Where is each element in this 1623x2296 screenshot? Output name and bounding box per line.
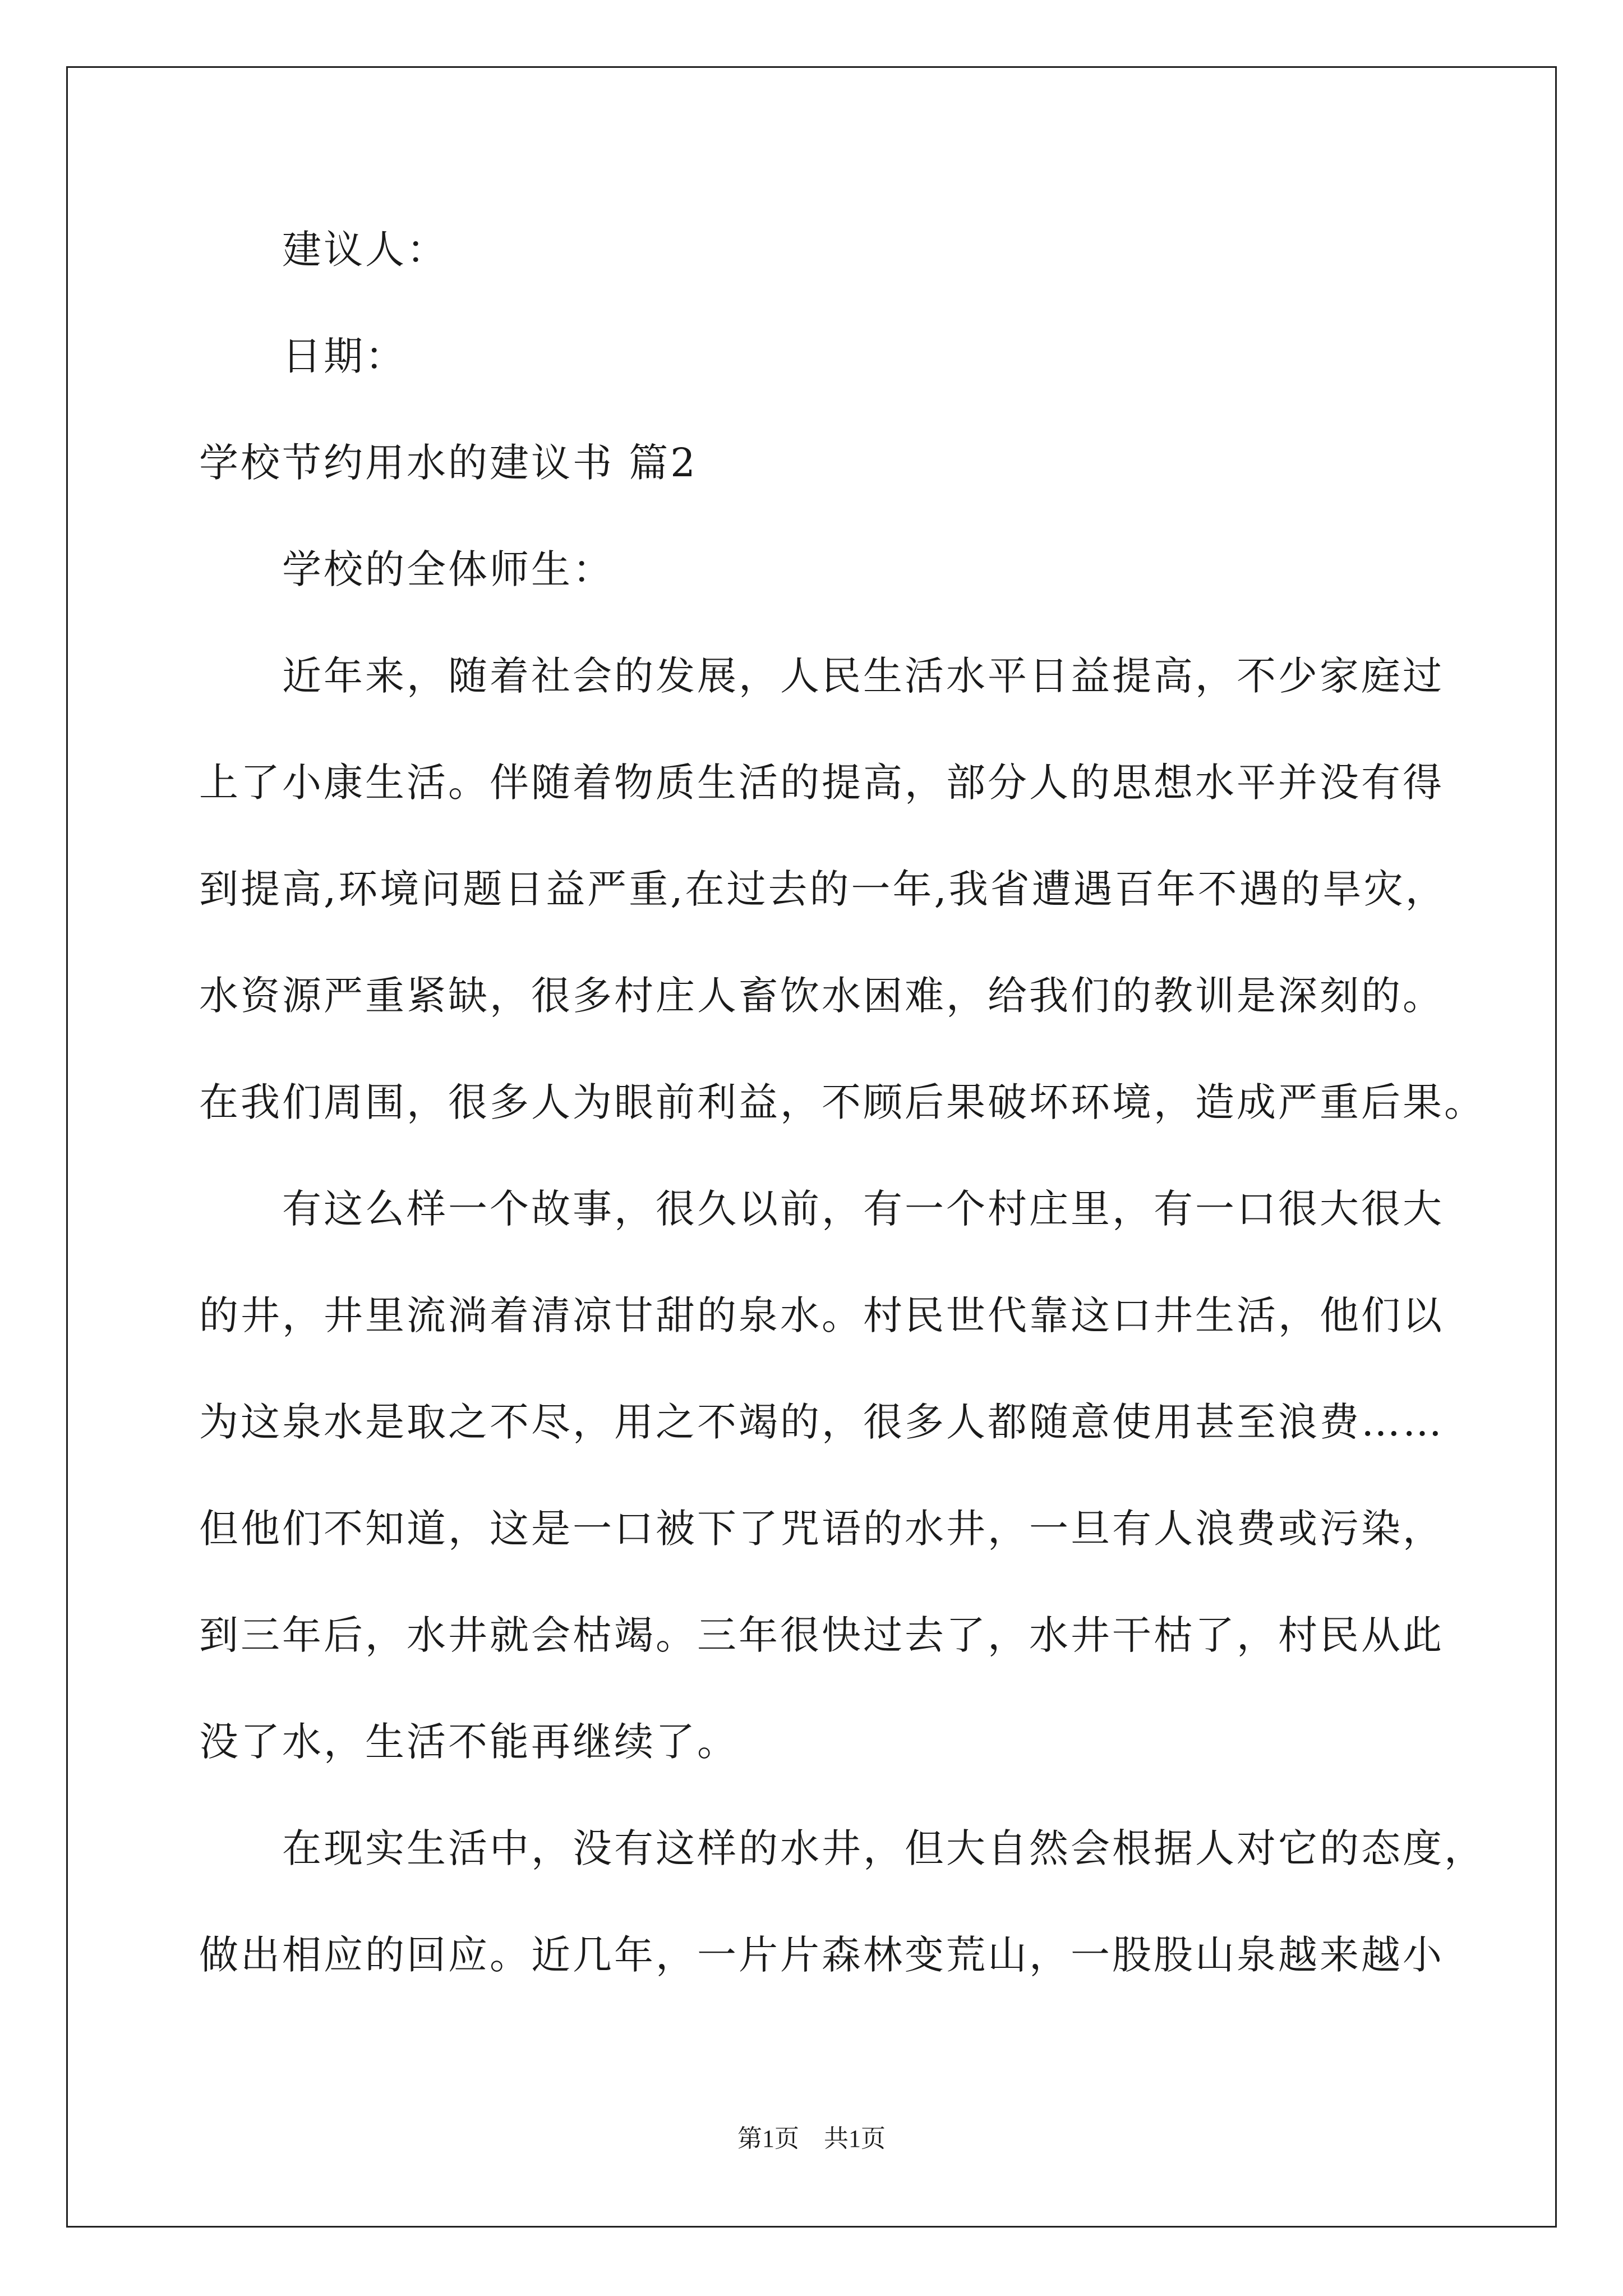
paragraph-line: 上了小康生活。伴随着物质生活的提高，部分人的思想水平并没有得 — [199, 760, 1444, 806]
paragraph-line: 在我们周围，很多人为眼前利益，不顾后果破坏环境，造成严重后果。 — [199, 1079, 1486, 1125]
paragraph-line: 有这么样一个故事，很久以前，有一个村庄里，有一口很大很大 — [282, 1186, 1444, 1232]
page-border — [66, 66, 1557, 2228]
paragraph-line: 没了水，生活不能再继续了。 — [199, 1719, 739, 1765]
salutation: 学校的全体师生： — [282, 546, 614, 592]
paragraph-line: 但他们不知道，这是一口被下了咒语的水井，一旦有人浪费或污染， — [199, 1506, 1444, 1552]
paragraph-line: 近年来，随着社会的发展，人民生活水平日益提高，不少家庭过 — [282, 653, 1444, 699]
section-heading: 学校节约用水的建议书 篇2 — [199, 440, 698, 486]
date-label: 日期： — [282, 333, 407, 379]
paragraph-line: 为这泉水是取之不尽，用之不竭的，很多人都随意使用甚至浪费…… — [199, 1399, 1444, 1445]
paragraph-line: 水资源严重紧缺，很多村庄人畜饮水困难，给我们的教训是深刻的。 — [199, 973, 1444, 1019]
signature-label: 建议人： — [282, 227, 448, 273]
paragraph-line: 做出相应的回应。近几年，一片片森林变荒山，一股股山泉越来越小 — [199, 1932, 1444, 1978]
page-footer: 第1页 共1页 — [737, 2125, 886, 2152]
paragraph-line: 到三年后，水井就会枯竭。三年很快过去了，水井干枯了，村民从此 — [199, 1612, 1444, 1658]
paragraph-line: 到提高,环境问题日益严重,在过去的一年,我省遭遇百年不遇的旱灾， — [199, 866, 1447, 912]
paragraph-line: 在现实生活中，没有这样的水井，但大自然会根据人对它的态度， — [282, 1825, 1486, 1871]
paragraph-line: 的井，井里流淌着清凉甘甜的泉水。村民世代靠这口井生活，他们以 — [199, 1292, 1444, 1338]
